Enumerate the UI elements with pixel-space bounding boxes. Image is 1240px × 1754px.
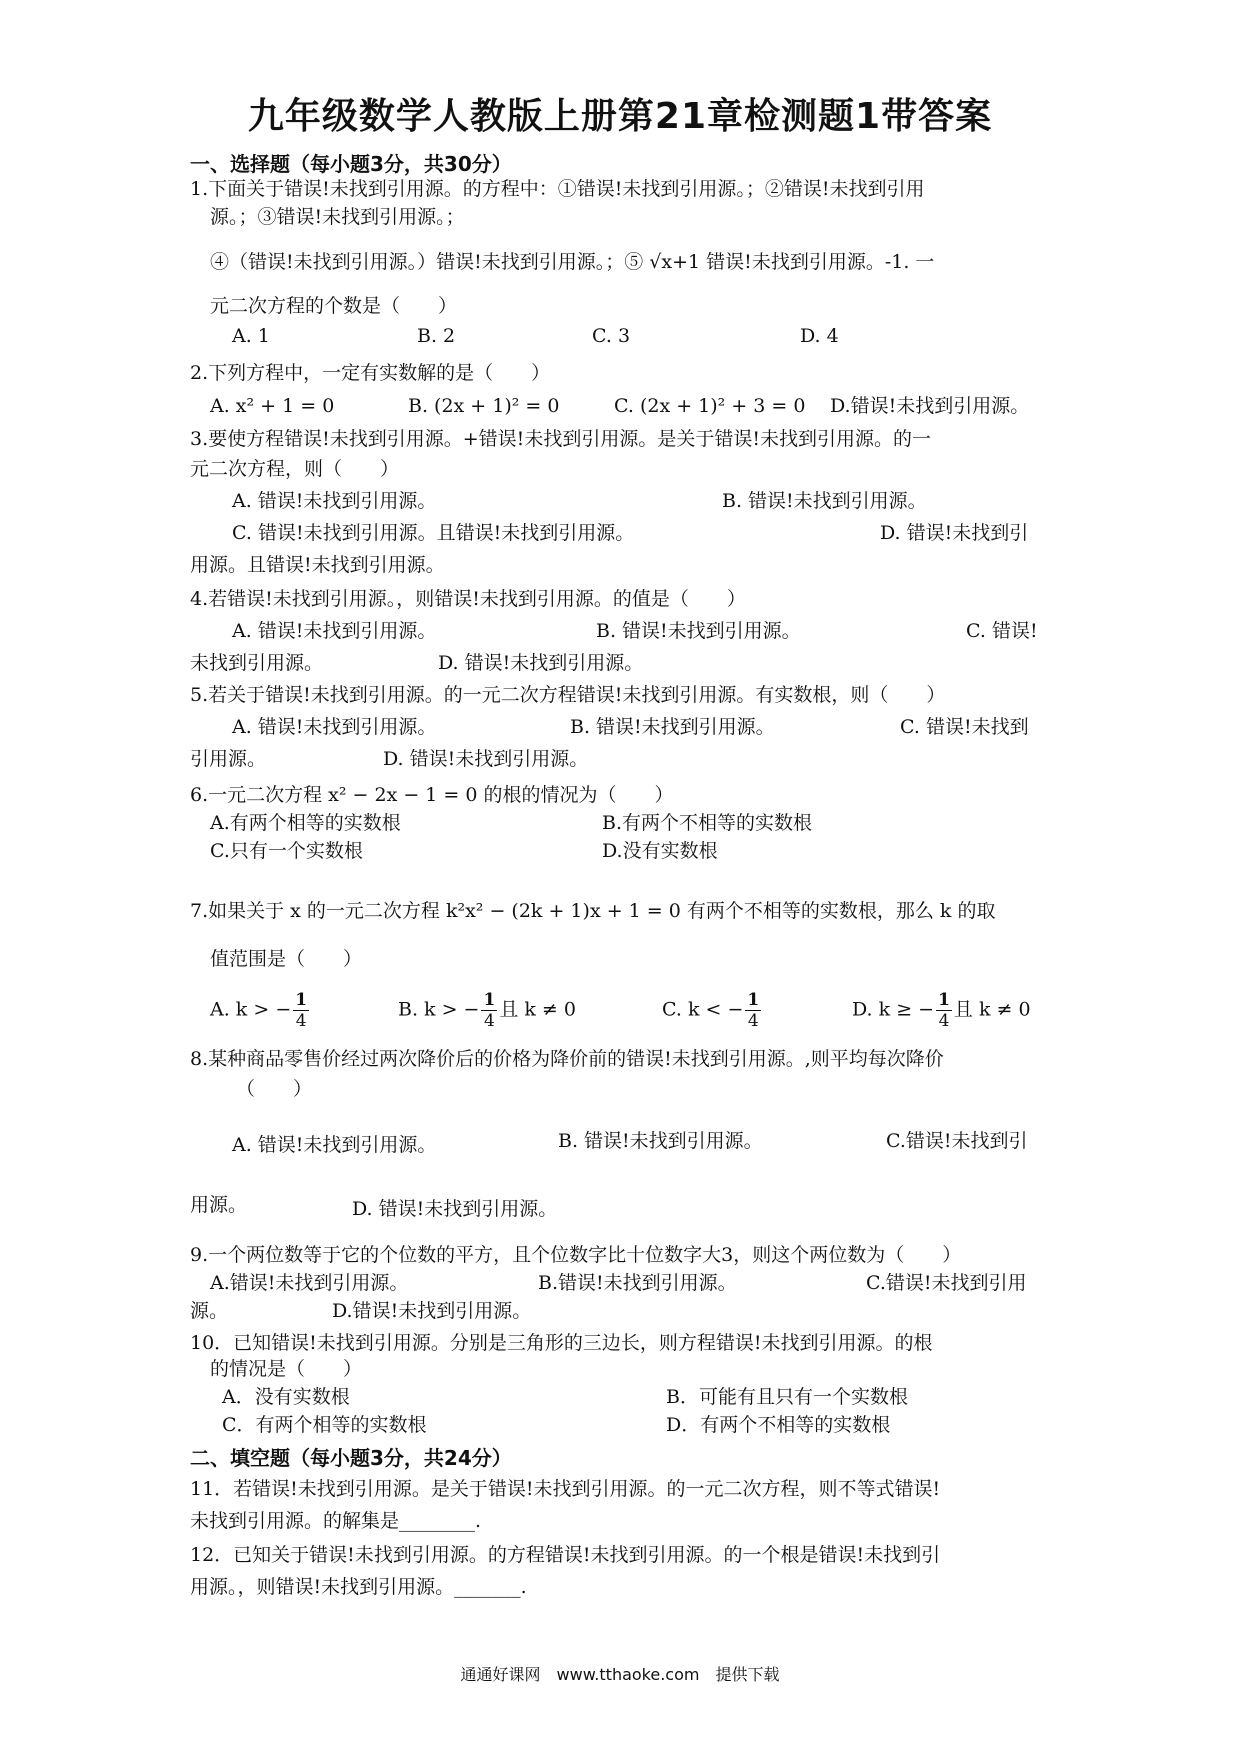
section-fill-heading: 二、填空题（每小题3分，共24分）	[190, 1446, 512, 1470]
q10-option-d: D．有两个不相等的实数根	[666, 1414, 891, 1436]
q7-fraction-b: $\frac{1}{4}$	[483, 990, 496, 1031]
q7-option-a: A. k > − $\frac{1}{4}$	[210, 990, 308, 1031]
q6-option-c: C.只有一个实数根	[210, 840, 363, 862]
q10-line2: 的情况是（ ）	[210, 1358, 363, 1380]
q5-option-a: A. 错误!未找到引用源。	[232, 716, 437, 738]
q10-option-c: C．有两个相等的实数根	[222, 1414, 427, 1436]
q1-line4: 元二次方程的个数是（ ）	[210, 295, 458, 317]
document-title: 九年级数学人教版上册第21章检测题1带答案	[247, 96, 993, 137]
q1-line3: ④（错误!未找到引用源。）错误!未找到引用源。；⑤ √x+1 错误!未找到引用源。-1. 一	[210, 251, 935, 273]
q8-option-b: B. 错误!未找到引用源。	[558, 1130, 763, 1152]
q11-line2: 未找到引用源。的解集是________.	[190, 1510, 482, 1532]
q5-option-c: C. 错误!未找到	[900, 716, 1029, 738]
q6-stem: 6.一元二次方程 x² − 2x − 1 = 0 的根的情况为（ ）	[190, 784, 674, 806]
q2-option-b: B. (2x + 1)² = 0	[408, 395, 560, 417]
q1-option-d: D. 4	[800, 325, 839, 347]
q1-line1: 1.下面关于错误!未找到引用源。的方程中：①错误!未找到引用源。；②错误!未找到引用	[190, 178, 925, 200]
q9-option-c: C.错误!未找到引用	[866, 1272, 1027, 1294]
q7-fraction-d: $\frac{1}{4}$	[938, 990, 950, 1031]
page-footer: 通通好课网 www.tthaoke.com 提供下载	[460, 1665, 780, 1684]
q1-option-a: A. 1	[232, 325, 270, 347]
q4-option-c-cont: 未找到引用源。	[190, 652, 324, 674]
q9-stem: 9.一个两位数等于它的个位数的平方，且个位数字比十位数字大3，则这个两位数为（ ）	[190, 1244, 962, 1266]
section-choice-heading: 一、选择题（每小题3分，共30分）	[190, 152, 512, 176]
q3-option-d: D. 错误!未找到引	[880, 522, 1029, 544]
q10-option-b: B．可能有且只有一个实数根	[666, 1386, 908, 1408]
q8-option-c-cont: 用源。	[190, 1194, 248, 1216]
q2-option-d: D.错误!未找到引用源。	[830, 395, 1030, 417]
q4-option-c: C. 错误!	[966, 620, 1038, 642]
q8-line2: （ ）	[236, 1078, 313, 1100]
q8-option-a: A. 错误!未找到引用源。	[232, 1134, 437, 1156]
q6-option-b: B.有两个不相等的实数根	[602, 812, 813, 834]
q4-option-a: A. 错误!未找到引用源。	[232, 620, 437, 642]
q3-line2: 元二次方程，则（ ）	[190, 458, 400, 480]
q9-option-a: A.错误!未找到引用源。	[210, 1272, 409, 1294]
q12-line2: 用源。，则错误!未找到引用源。_______.	[190, 1576, 527, 1598]
q5-option-c-cont: 引用源。	[190, 748, 267, 770]
q11-line1: 11．若错误!未找到引用源。是关于错误!未找到引用源。的一元二次方程，则不等式错误!	[190, 1478, 941, 1500]
q4-option-d: D. 错误!未找到引用源。	[438, 652, 644, 674]
q2-stem: 2.下列方程中，一定有实数解的是（ ）	[190, 362, 551, 384]
q5-stem: 5.若关于错误!未找到引用源。的一元二次方程错误!未找到引用源。有实数根，则（ ）	[190, 684, 946, 706]
q8-line1: 8.某种商品零售价经过两次降价后的价格为降价前的错误!未找到引用源。,则平均每次降价	[190, 1048, 944, 1070]
q7-fraction-a: $\frac{1}{4}$	[295, 990, 308, 1031]
q12-line1: 12．已知关于错误!未找到引用源。的方程错误!未找到引用源。的一个根是错误!未找到引	[190, 1544, 941, 1566]
q7-line2: 值范围是（ ）	[210, 948, 363, 970]
q7-option-b: B. k > − $\frac{1}{4}$ 且 k ≠ 0	[398, 990, 576, 1031]
q7-line1: 7.如果关于 x 的一元二次方程 k²x² − (2k + 1)x + 1 = 0 有两个不相等的实数根，那么 k 的取	[190, 900, 996, 922]
q6-option-d: D.没有实数根	[602, 840, 718, 862]
q9-option-b: B.错误!未找到引用源。	[538, 1272, 737, 1294]
q9-option-d: D.错误!未找到引用源。	[332, 1300, 532, 1322]
q7-option-c: C. k < − $\frac{1}{4}$	[662, 990, 760, 1031]
q10-line1: 10．已知错误!未找到引用源。分别是三角形的三边长，则方程错误!未找到引用源。的根	[190, 1332, 933, 1354]
q7-option-d: D. k ≥ − $\frac{1}{4}$ 且 k ≠ 0	[852, 990, 1031, 1031]
q3-line1: 3.要使方程错误!未找到引用源。+错误!未找到引用源。是关于错误!未找到引用源。的一	[190, 428, 931, 450]
q3-option-d-cont: 用源。且错误!未找到引用源。	[190, 554, 445, 576]
q9-option-c-cont: 源。	[190, 1300, 229, 1322]
q2-option-a: A. x² + 1 = 0	[210, 395, 335, 417]
q7-fraction-c: $\frac{1}{4}$	[747, 990, 760, 1031]
q8-option-d: D. 错误!未找到引用源。	[352, 1198, 558, 1220]
q1-option-b: B. 2	[417, 325, 456, 347]
q10-option-a: A．没有实数根	[222, 1386, 350, 1408]
q6-option-a: A.有两个相等的实数根	[210, 812, 401, 834]
q2-option-c: C. (2x + 1)² + 3 = 0	[614, 395, 806, 417]
q4-option-b: B. 错误!未找到引用源。	[596, 620, 801, 642]
q5-option-b: B. 错误!未找到引用源。	[570, 716, 775, 738]
q4-stem: 4.若错误!未找到引用源。，则错误!未找到引用源。的值是（ ）	[190, 588, 746, 610]
q1-line2: 源。；③错误!未找到引用源。；	[210, 206, 465, 228]
q5-option-d: D. 错误!未找到引用源。	[383, 748, 589, 770]
q8-option-c: C.错误!未找到引	[886, 1130, 1028, 1152]
q1-option-c: C. 3	[592, 325, 631, 347]
q3-option-b: B. 错误!未找到引用源。	[722, 490, 927, 512]
q3-option-c: C. 错误!未找到引用源。且错误!未找到引用源。	[232, 522, 635, 544]
q3-option-a: A. 错误!未找到引用源。	[232, 490, 437, 512]
